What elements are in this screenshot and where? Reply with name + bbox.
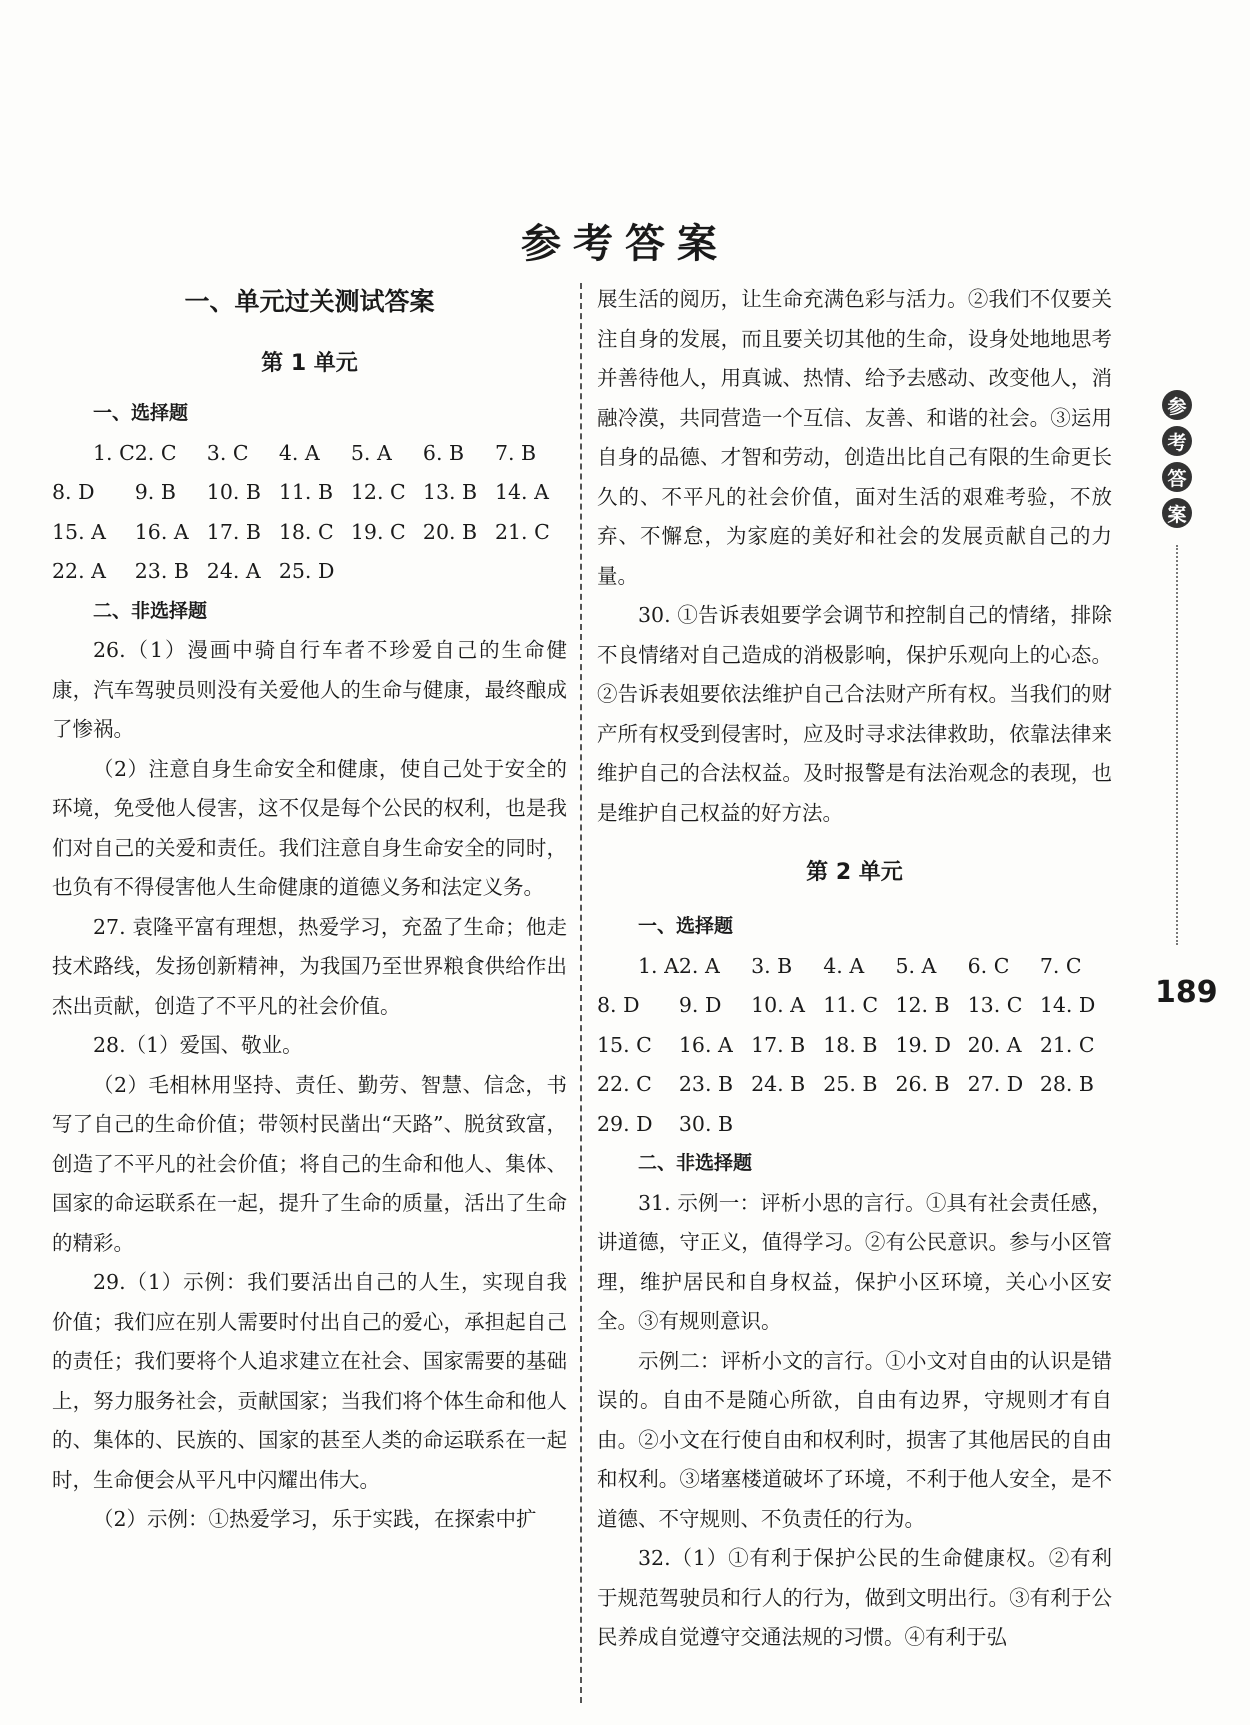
section-title: 一、单元过关测试答案	[184, 287, 435, 316]
unit-1-mc-answer: 8. D	[52, 480, 95, 504]
unit-2-mc-answer: 7. C	[1039, 953, 1082, 978]
unit-2-mc-answer: 5. A	[895, 953, 937, 978]
unit-2-mc-answer: 11. C	[823, 993, 879, 1017]
unit-1-mc-answer: 10. B	[206, 480, 261, 504]
unit-1-nc-title: 二、非选择题	[93, 599, 208, 622]
answer-31-1: 31. 示例一：评析小思的言行。①具有社会责任感，讲道德，守正义，值得学习。②有公民意识。参与小区管理，维护居民和自身权益，保护小区环境，关心小区安全。③有规则意识。	[597, 1190, 1112, 1333]
unit-1-mc-answer: 15. A	[52, 519, 106, 544]
unit-1-mc-answer: 19. C	[350, 519, 406, 544]
unit-1-title: 第 1 单元	[261, 351, 358, 376]
unit-2-mc-answer: 2. A	[678, 953, 720, 978]
side-tab-char: 案	[1162, 498, 1192, 528]
answer-31-2: 示例二：评析小文的言行。①小文对自由的认识是错误的。自由不是随心所欲，自由有边界，守规则才有自由。②小文在行使自由和权利时，损害了其他居民的自由和权利。③堵塞楼道破坏了环境，不利于他人安全，是不道德、不守规则、不负责任的行为。	[597, 1348, 1112, 1531]
unit-2-mc-answer: 9. D	[678, 993, 722, 1017]
unit-2-mc-answer: 24. B	[751, 1072, 806, 1096]
answer-28-2: （2）毛相林用坚持、责任、勤劳、智慧、信念，书写了自己的生命价值；带领村民凿出“天路”、脱贫致富，创造了不平凡的社会价值；将自己的生命和他人、集体、国家的命运联系在一起，提升了生命的质量，活出了生命的精彩。	[52, 1072, 567, 1255]
unit-1-mc-answer: 7. B	[494, 440, 537, 465]
column-divider	[580, 283, 582, 1703]
unit-2-mc-answer: 20. A	[967, 1032, 1022, 1057]
unit-2-mc-answer: 4. A	[823, 953, 865, 978]
side-tab	[1160, 390, 1194, 534]
unit-2-mc-answer: 6. C	[967, 953, 1010, 978]
unit-1-mc-answer: 11. B	[278, 480, 334, 504]
unit-2-title: 第 2 单元	[806, 860, 903, 885]
unit-1-mc-answer: 17. B	[206, 519, 261, 544]
unit-2-mc-blank	[823, 1105, 895, 1145]
unit-2-mc-answer: 3. B	[751, 953, 793, 978]
unit-2-mc-answer: 30. B	[678, 1111, 734, 1136]
unit-2-mc-blank	[968, 1105, 1040, 1145]
unit-1-mc-answer: 16. A	[134, 519, 189, 544]
side-tab-char: 答	[1162, 462, 1192, 492]
unit-2-mc-answer: 23. B	[678, 1072, 734, 1096]
unit-2-mc-answers	[597, 947, 1112, 1145]
answer-32: 32.（1）①有利于保护公民的生命健康权。②有利于规范驾驶员和行人的行为，做到文明出行。③有利于公民养成自觉遵守交通法规的习惯。④有利于弘	[597, 1546, 1112, 1649]
unit-1-mc-title: 一、选择题	[93, 402, 189, 424]
unit-2-mc-answer: 13. C	[967, 993, 1023, 1017]
unit-2-mc-blank	[1040, 1105, 1112, 1145]
unit-1-mc-answer: 2. C	[134, 440, 177, 465]
unit-1-mc-blank	[423, 552, 495, 592]
unit-2-mc-answer: 27. D	[967, 1072, 1024, 1096]
unit-1-mc-answer: 13. B	[422, 480, 478, 504]
page-title: 参考答案	[521, 221, 729, 267]
unit-1-mc-answer: 12. C	[350, 480, 406, 504]
unit-2-mc-answer: 12. B	[895, 993, 950, 1017]
unit-1-mc-answer: 1. C	[93, 440, 135, 465]
unit-1-mc-answer: 14. A	[494, 480, 549, 504]
answer-26-1: 26.（1）漫画中骑自行车者不珍爱自己的生命健康，汽车驾驶员则没有关爱他人的生命与健康，最终酿成了惨祸。	[52, 638, 567, 741]
unit-2-mc-answer: 18. B	[823, 1032, 878, 1057]
unit-1-mc-blank	[351, 552, 423, 592]
answer-28-1: 28.（1）爱国、敬业。	[93, 1033, 303, 1057]
answer-29-2: （2）示例：①热爱学习，乐于实践，在探索中扩	[93, 1507, 537, 1531]
unit-2-mc-answer: 28. B	[1039, 1072, 1094, 1096]
unit-1-mc-answer: 23. B	[134, 559, 189, 583]
unit-2-mc-answer: 21. C	[1039, 1032, 1095, 1057]
answer-30: 30. ①告诉表姐要学会调节和控制自己的情绪，排除不良情绪对自己造成的消极影响，保护乐观向上的心态。②告诉表姐要依法维护自己合法财产所有权。当我们的财产所有权受到侵害时，应及时寻求法律救助，依靠法律来维护自己的合法权益。及时报警是有法治观念的表现，也是维护自己权益的好方法。	[597, 603, 1112, 825]
unit-2-mc-answer: 26. B	[895, 1072, 950, 1096]
unit-2-mc-title: 一、选择题	[638, 915, 734, 937]
side-tab-char: 考	[1162, 426, 1192, 456]
unit-1-mc-answers	[52, 434, 567, 592]
unit-2-nc-title: 二、非选择题	[638, 1152, 753, 1174]
unit-1-mc-answer: 21. C	[494, 519, 550, 544]
unit-1-mc-answer: 5. A	[350, 440, 392, 465]
unit-1-mc-answer: 24. A	[206, 559, 261, 583]
left-column	[52, 280, 567, 1540]
unit-2-mc-answer: 17. B	[751, 1032, 806, 1057]
page-number: 189	[1155, 975, 1218, 1010]
side-tab-char: 参	[1162, 390, 1192, 420]
unit-1-mc-answer: 4. A	[278, 440, 320, 465]
unit-2-mc-answer: 15. C	[597, 1032, 652, 1057]
unit-2-mc-blank	[895, 1105, 967, 1145]
answer-27: 27. 袁隆平富有理想，热爱学习，充盈了生命；他走技术路线，发扬创新精神，为我国乃至世界粮食供给作出杰出贡献，创造了不平凡的社会价值。	[52, 914, 567, 1018]
unit-2-mc-answer: 8. D	[597, 993, 640, 1017]
unit-2-mc-answer: 29. D	[597, 1111, 653, 1136]
unit-1-mc-answer: 6. B	[422, 440, 465, 465]
answer-29-continued: 展生活的阅历，让生命充满色彩与活力。②我们不仅要关注自身的发展，而且要关切其他的生命，设身处地地思考并善待他人，用真诚、热情、给予去感动、改变他人，消融冷漠，共同营造一个互信、友善、和谐的社会。③运用自身的品德、才智和劳动，创造出比自己有限的生命更长久的、不平凡的社会价值，面对生活的艰难考验，不放弃、不懈怠，为家庭的美好和社会的发展贡献自己的力量。	[597, 287, 1112, 588]
unit-2-mc-answer: 25. B	[823, 1072, 878, 1096]
unit-1-mc-answer: 9. B	[134, 480, 176, 504]
unit-2-mc-answer: 16. A	[678, 1032, 733, 1057]
unit-1-mc-answer: 25. D	[278, 559, 335, 583]
unit-2-mc-blank	[751, 1105, 823, 1145]
unit-1-mc-answer: 3. C	[206, 440, 249, 465]
unit-2-mc-answer: 22. C	[597, 1072, 652, 1096]
unit-1-mc-answer: 22. A	[52, 559, 106, 583]
unit-2-mc-answer: 14. D	[1039, 993, 1096, 1017]
side-dotted-line	[1176, 545, 1178, 945]
unit-1-mc-blank	[495, 552, 567, 592]
answer-26-2: （2）注意自身生命安全和健康，使自己处于安全的环境，免受他人侵害，这不仅是每个公民的权利，也是我们对自己的关爱和责任。我们注意自身生命安全的同时，也负有不得侵害他人生命健康的道德义务和法定义务。	[52, 756, 567, 899]
unit-2-mc-answer: 1. A	[638, 953, 679, 978]
unit-1-mc-answer: 18. C	[278, 519, 334, 544]
right-column	[597, 280, 1112, 1658]
unit-2-mc-answer: 19. D	[895, 1032, 951, 1057]
answer-29-1: 29.（1）示例：我们要活出自己的人生，实现自我价值；我们应在别人需要时付出自己的爱心，承担起自己的责任；我们要将个人追求建立在社会、国家需要的基础上，努力服务社会，贡献国家；当我们将个体生命和他人的、集体的、民族的、国家的甚至人类的命运联系在一起时，生命便会从平凡中闪耀出伟大。	[52, 1270, 567, 1492]
unit-1-mc-answer: 20. B	[422, 519, 478, 544]
unit-2-mc-answer: 10. A	[751, 993, 805, 1017]
